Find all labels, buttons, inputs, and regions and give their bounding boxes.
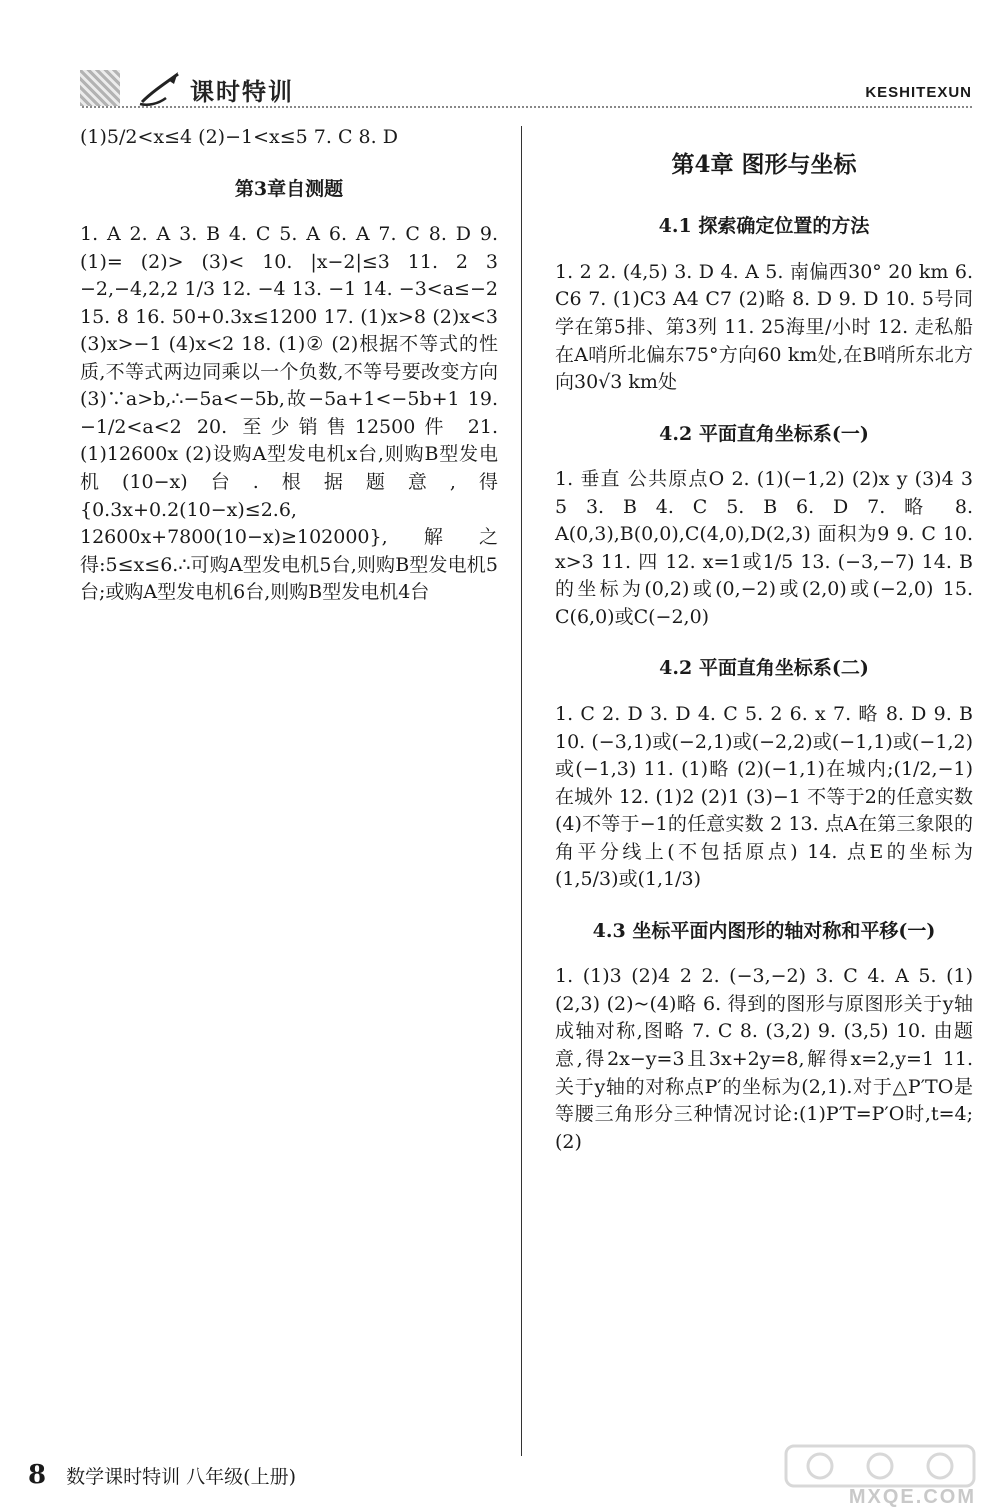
book-title: 数学课时特训 八年级(上册) [66, 1466, 297, 1488]
answer-block-4-2-a: 1. 垂直 公共原点O 2. (1)(−1,2) (2)x y (3)4 3 5 3. B 4. C 5. B 6. D 7. 略 8. A(0,3),B(0,0),C(4,0),D(2,3) 面积为9 9. C 10. x>3 11. 四 12. x=1或1/5 13. (−3,−7) 14. B的坐标为(0,2)或(0,−2)或(2,0)或(−2,0) 15. C(6,0)或C(−2,0) [555, 468, 973, 628]
left-column [80, 124, 498, 619]
answer-block-prev: (1)5/2<x≤4 (2)−1<x≤5 7. C 8. D [80, 126, 398, 148]
answer-block-4-3: 1. (1)3 (2)4 2 2. (−3,−2) 3. C 4. A 5. (1)(2,3) (2)~(4)略 6. 得到的图形与原图形关于y轴成轴对称,图略 7. C 8. (3,2) 9. (3,5) 10. 由题意,得2x−y=3且3x+2y=8,解得x=2,y=1 11. 关于y轴的对称点P′的坐标为(2,1).对于△P′TO是等腰三角形分三种情况讨论:(1)P′T=P′O时,t=4;(2) [555, 965, 973, 1153]
column-divider [521, 126, 522, 1456]
section-title-4-1: 4.1 探索确定位置的方法 [658, 215, 870, 238]
section-title-4-3: 4.3 坐标平面内图形的轴对称和平移(一) [592, 919, 936, 942]
header-rule [82, 106, 972, 108]
brand-pinyin: KESHITEXUN [865, 84, 972, 101]
right-column [555, 124, 973, 1168]
answer-block-ch3-test: 1. A 2. A 3. B 4. C 5. A 6. A 7. C 8. D 9. (1)= (2)> (3)< 10. |x−2|≤3 11. 2 3 −2,−4,2,2 1/3 12. −4 13. −1 14. −3<a≤−2 15. 8 16. 50+0.3x≤1200 17. (1)x>8 (2)x<3 (3)x>−1 (4)x<2 18. (1)② (2)根据不等式的性质,不等式两边同乘以一个负数,不等号要改变方向 (3)∵a>b,∴−5a<−5b,故−5a+1<−5b+1 19. −1/2<a<2 20. 至少销售12500件 21. (1)12600x (2)设购A型发电机x台,则购B型发电机(10−x)台.根据题意,得{0.3x+0.2(10−x)≤2.6, 12600x+7800(10−x)≥102000},解之得:5≤x≤6.∴可购A型发电机5台,则购B型发电机5台;或购A型发电机6台,则购B型发电机4台 [80, 223, 498, 604]
logo-texture-icon [80, 70, 120, 106]
answer-block-4-2-b: 1. C 2. D 3. D 4. C 5. 2 6. x 7. 略 8. D 9. B 10. (−3,1)或(−2,1)或(−2,2)或(−1,1)或(−1,2)或(−1,3) 11. (1)略 (2)(−1,1)在城内;(1/2,−1)在城外 12. (1)2 (2)1 (3)−1 不等于2的任意实数 (4)不等于−1的任意实数 2 13. 点A在第三象限的角平分线上(不包括原点) 14. 点E的坐标为(1,5/3)或(1,1/3) [555, 703, 973, 891]
watermark-text: MXQE.COM [848, 1486, 976, 1508]
page-header [0, 0, 1000, 120]
page-number: 8 [28, 1460, 47, 1490]
chapter-title: 第4章 图形与坐标 [671, 151, 857, 178]
section-title-4-2-a: 4.2 平面直角坐标系(一) [659, 422, 869, 445]
answer-block-4-1: 1. 2 2. (4,5) 3. D 4. A 5. 南偏西30° 20 km 6. C6 7. (1)C3 A4 C7 (2)略 8. D 9. D 10. 5号同学在第5排、第3列 11. 25海里/小时 12. 走私船在A哨所北偏东75°方向60 km处,在B哨所东北方向30√3 km处 [555, 260, 973, 394]
pen-icon [138, 68, 184, 108]
brand-title: 课时特训 [190, 77, 294, 106]
section-title-4-2-b: 4.2 平面直角坐标系(二) [659, 657, 869, 680]
section-title-ch3-test: 第3章自测题 [234, 177, 344, 200]
page-footer [28, 1460, 296, 1490]
